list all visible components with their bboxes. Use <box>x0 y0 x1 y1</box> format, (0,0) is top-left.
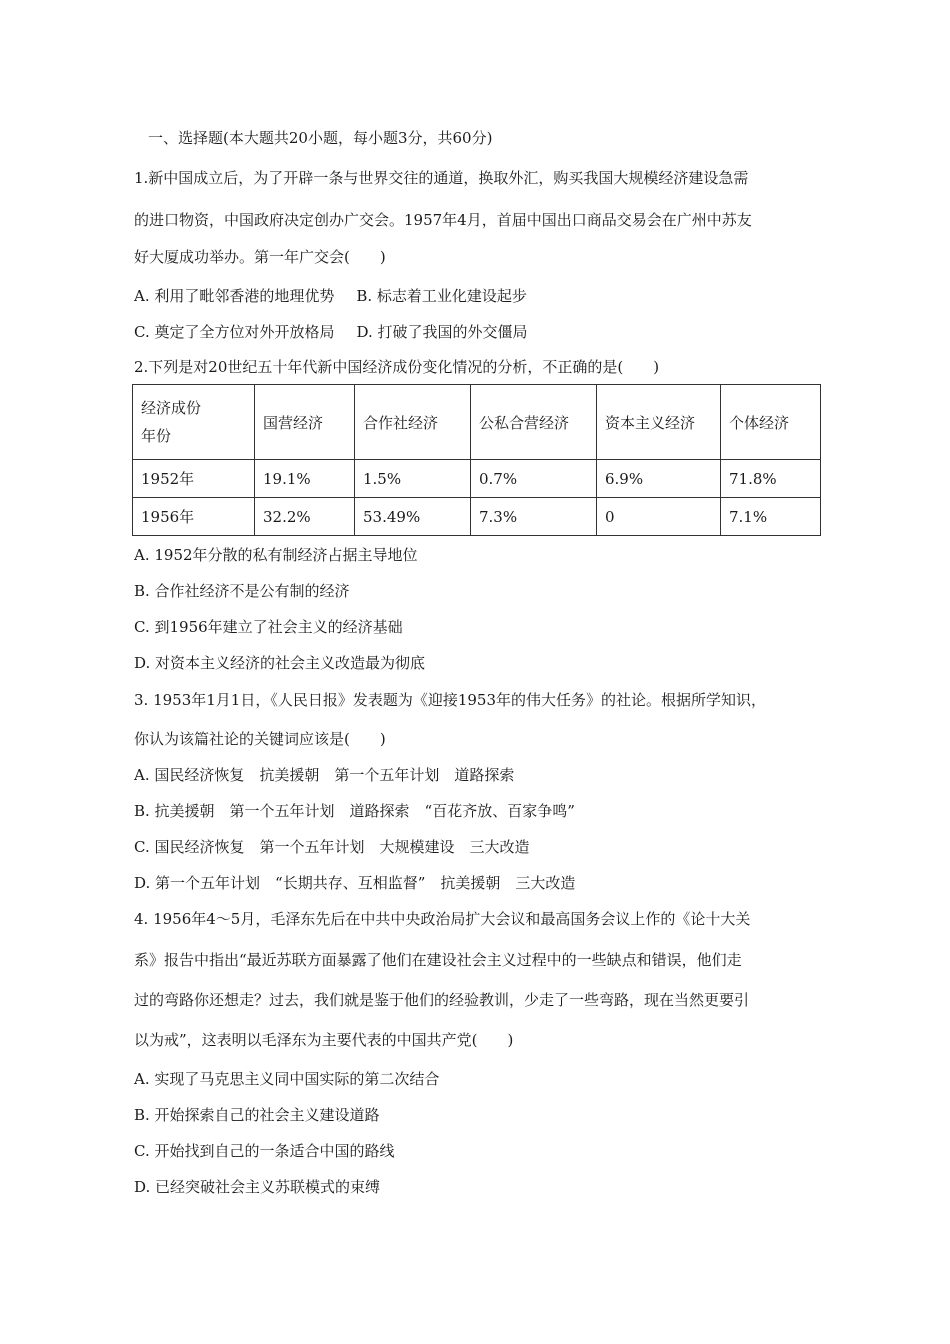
q3-option-b: B. 抗美援朝 第一个五年计划 道路探索 “百花齐放、百家争鸣” <box>134 802 575 820</box>
table-header: 公私合营经济 <box>471 385 597 460</box>
q2-option-b: B. 合作社经济不是公有制的经济 <box>134 582 350 600</box>
q1-stem-line-1: 1.新中国成立后，为了开辟一条与世界交往的通道，换取外汇，购买我国大规模经济建设急需 <box>134 169 749 187</box>
q4-stem-line-3: 过的弯路你还想走？过去，我们就是鉴于他们的经验教训，少走了一些弯路，现在当然更要引 <box>134 991 750 1009</box>
table-cell: 19.1% <box>255 460 355 498</box>
q3-option-c: C. 国民经济恢复 第一个五年计划 大规模建设 三大改造 <box>134 838 530 856</box>
corner-top-label: 经济成份 <box>141 399 202 417</box>
q4-stem-line-4: 以为戒”，这表明以毛泽东为主要代表的中国共产党( ) <box>134 1031 514 1049</box>
q2-option-d: D. 对资本主义经济的社会主义改造最为彻底 <box>134 654 426 672</box>
q3-stem-line-1: 3. 1953年1月1日，《人民日报》发表题为《迎接1953年的伟大任务》的社论。根据所学知识， <box>134 691 767 709</box>
table-cell: 0 <box>597 498 721 536</box>
q4-stem-line-1: 4. 1956年4～5月，毛泽东先后在中共中央政治局扩大会议和最高国务会议上作的《论十大关 <box>134 910 751 928</box>
economy-table <box>132 384 821 536</box>
q2-option-c: C. 到1956年建立了社会主义的经济基础 <box>134 618 403 636</box>
q1-options-cd <box>134 322 528 342</box>
table-cell: 53.49% <box>355 498 471 536</box>
table-cell: 32.2% <box>255 498 355 536</box>
q4-option-d: D. 已经突破社会主义苏联模式的束缚 <box>134 1178 381 1196</box>
q3-option-d: D. 第一个五年计划 “长期共存、互相监督” 抗美援朝 三大改造 <box>134 874 576 892</box>
table-row <box>133 498 821 536</box>
corner-bottom-label: 年份 <box>141 427 172 445</box>
section-title: 一、选择题(本大题共20小题，每小题3分，共60分) <box>148 129 493 147</box>
table-cell: 0.7% <box>471 460 597 498</box>
q1-stem-line-2: 的进口物资，中国政府决定创办广交会。1957年4月，首届中国出口商品交易会在广州中苏友 <box>134 211 752 229</box>
q4-option-b: B. 开始探索自己的社会主义建设道路 <box>134 1106 380 1124</box>
table-header: 合作社经济 <box>355 385 471 460</box>
table-header-row <box>133 385 821 460</box>
q1-option-c: C. 奠定了全方位对外开放格局 <box>134 323 335 341</box>
q1-options-ab <box>134 286 527 306</box>
table-row-year: 1956年 <box>133 498 255 536</box>
table-row <box>133 460 821 498</box>
q1-option-a: A. 利用了毗邻香港的地理优势 <box>134 287 335 305</box>
q2-stem: 2.下列是对20世纪五十年代新中国经济成份变化情况的分析，不正确的是( ) <box>134 358 660 376</box>
table-cell: 1.5% <box>355 460 471 498</box>
q1-option-d: D. 打破了我国的外交僵局 <box>356 323 528 341</box>
q4-stem-line-2: 系》报告中指出“最近苏联方面暴露了他们在建设社会主义过程中的一些缺点和错误，他们走 <box>134 951 742 969</box>
q4-option-a: A. 实现了马克思主义同中国实际的第二次结合 <box>134 1070 440 1088</box>
q1-option-b: B. 标志着工业化建设起步 <box>356 287 527 305</box>
table-cell: 6.9% <box>597 460 721 498</box>
table-corner-cell <box>133 385 255 460</box>
q3-stem-line-2: 你认为该篇社论的关键词应该是( ) <box>134 730 386 748</box>
table-header: 国营经济 <box>255 385 355 460</box>
q2-option-a: A. 1952年分散的私有制经济占据主导地位 <box>134 546 418 564</box>
table-cell: 7.3% <box>471 498 597 536</box>
q1-stem-line-3: 好大厦成功举办。第一年广交会( ) <box>134 248 386 266</box>
table-cell: 71.8% <box>721 460 821 498</box>
table-cell: 7.1% <box>721 498 821 536</box>
q4-option-c: C. 开始找到自己的一条适合中国的路线 <box>134 1142 395 1160</box>
table-header: 资本主义经济 <box>597 385 721 460</box>
table-header: 个体经济 <box>721 385 821 460</box>
q3-option-a: A. 国民经济恢复 抗美援朝 第一个五年计划 道路探索 <box>134 766 515 784</box>
table-row-year: 1952年 <box>133 460 255 498</box>
